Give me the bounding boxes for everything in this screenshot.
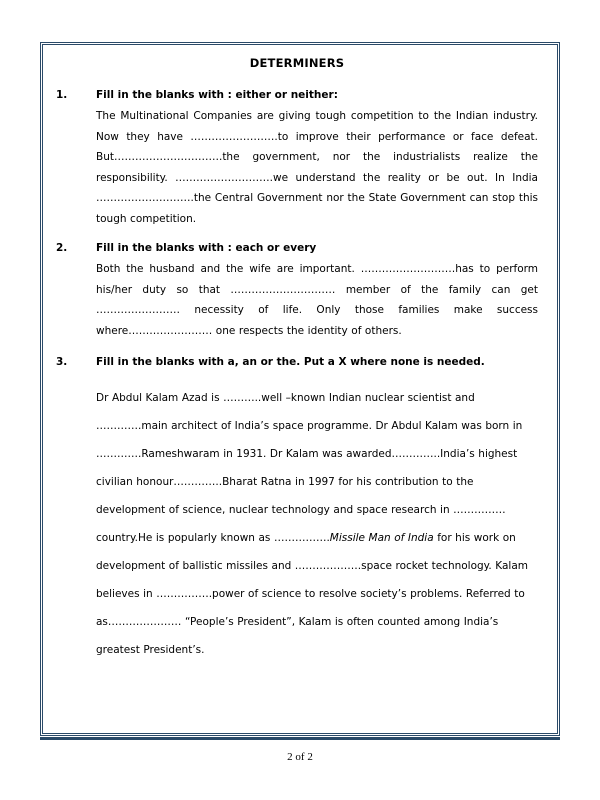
- footer-divider: [40, 737, 560, 740]
- question-3-body: [96, 384, 538, 664]
- page-number: 2 of 2: [287, 751, 313, 763]
- question-1-body: The Multinational Companies are giving tough competition to the Indian industry. Now they have …………………….to improve their performance or face defeat. But………………………….the government, nor the industrialists realize the responsibility. ……………………….we understand the reality or be out. In India ……………………….the Central Government nor the State Government can stop this tough competition.: [96, 110, 538, 225]
- question-block-2: [56, 241, 538, 341]
- question-2-number: 2.: [56, 242, 68, 254]
- page-title: DETERMINERS: [249, 56, 345, 70]
- question-block-3: [56, 355, 538, 664]
- question-2-heading: [56, 241, 538, 256]
- question-1-title: Fill in the blanks with : either or neither:: [96, 89, 338, 101]
- question-3-italic-phrase: Missile Man of India: [329, 532, 434, 544]
- question-3-text-part-1: Dr Abdul Kalam Azad is ………..well –known Indian nuclear scientist and ………….main architect of India’s space programme. Dr Abdul Kalam was born in ………….Rameshwaram in 1931. Dr Kalam was awarded…………..India’s highest civilian honour…………..Bharat Ratna in 1997 for his contribution to the development of science, nuclear technology and space research in ……………country.He is popularly known as …………….: [96, 392, 523, 544]
- question-3-title: Fill in the blanks with a, an or the. Put a X where none is needed.: [96, 356, 485, 368]
- document-content: [48, 46, 552, 732]
- question-3-heading: [56, 355, 538, 370]
- question-3-text-part-2: for his work on development of ballistic missiles and ……………….space rocket technology. Kalam believes in …………….power of science to resolve society’s problems. Referred to as………………… “People’s President”, Kalam is often counted among India’s greatest President’s.: [96, 532, 528, 656]
- question-2-title: Fill in the blanks with : each or every: [96, 242, 317, 254]
- question-2-body: Both the husband and the wife are important. ………………………has to perform his/her duty so that ………………………… member of the family can get …………………… necessity of life. Only those families make success where…………………… one respects the identity of others.: [96, 263, 538, 337]
- question-3-number: 3.: [56, 356, 68, 368]
- question-1-heading: [56, 88, 538, 103]
- question-1-number: 1.: [56, 89, 68, 101]
- question-block-1: [56, 88, 538, 229]
- footer: [40, 742, 560, 763]
